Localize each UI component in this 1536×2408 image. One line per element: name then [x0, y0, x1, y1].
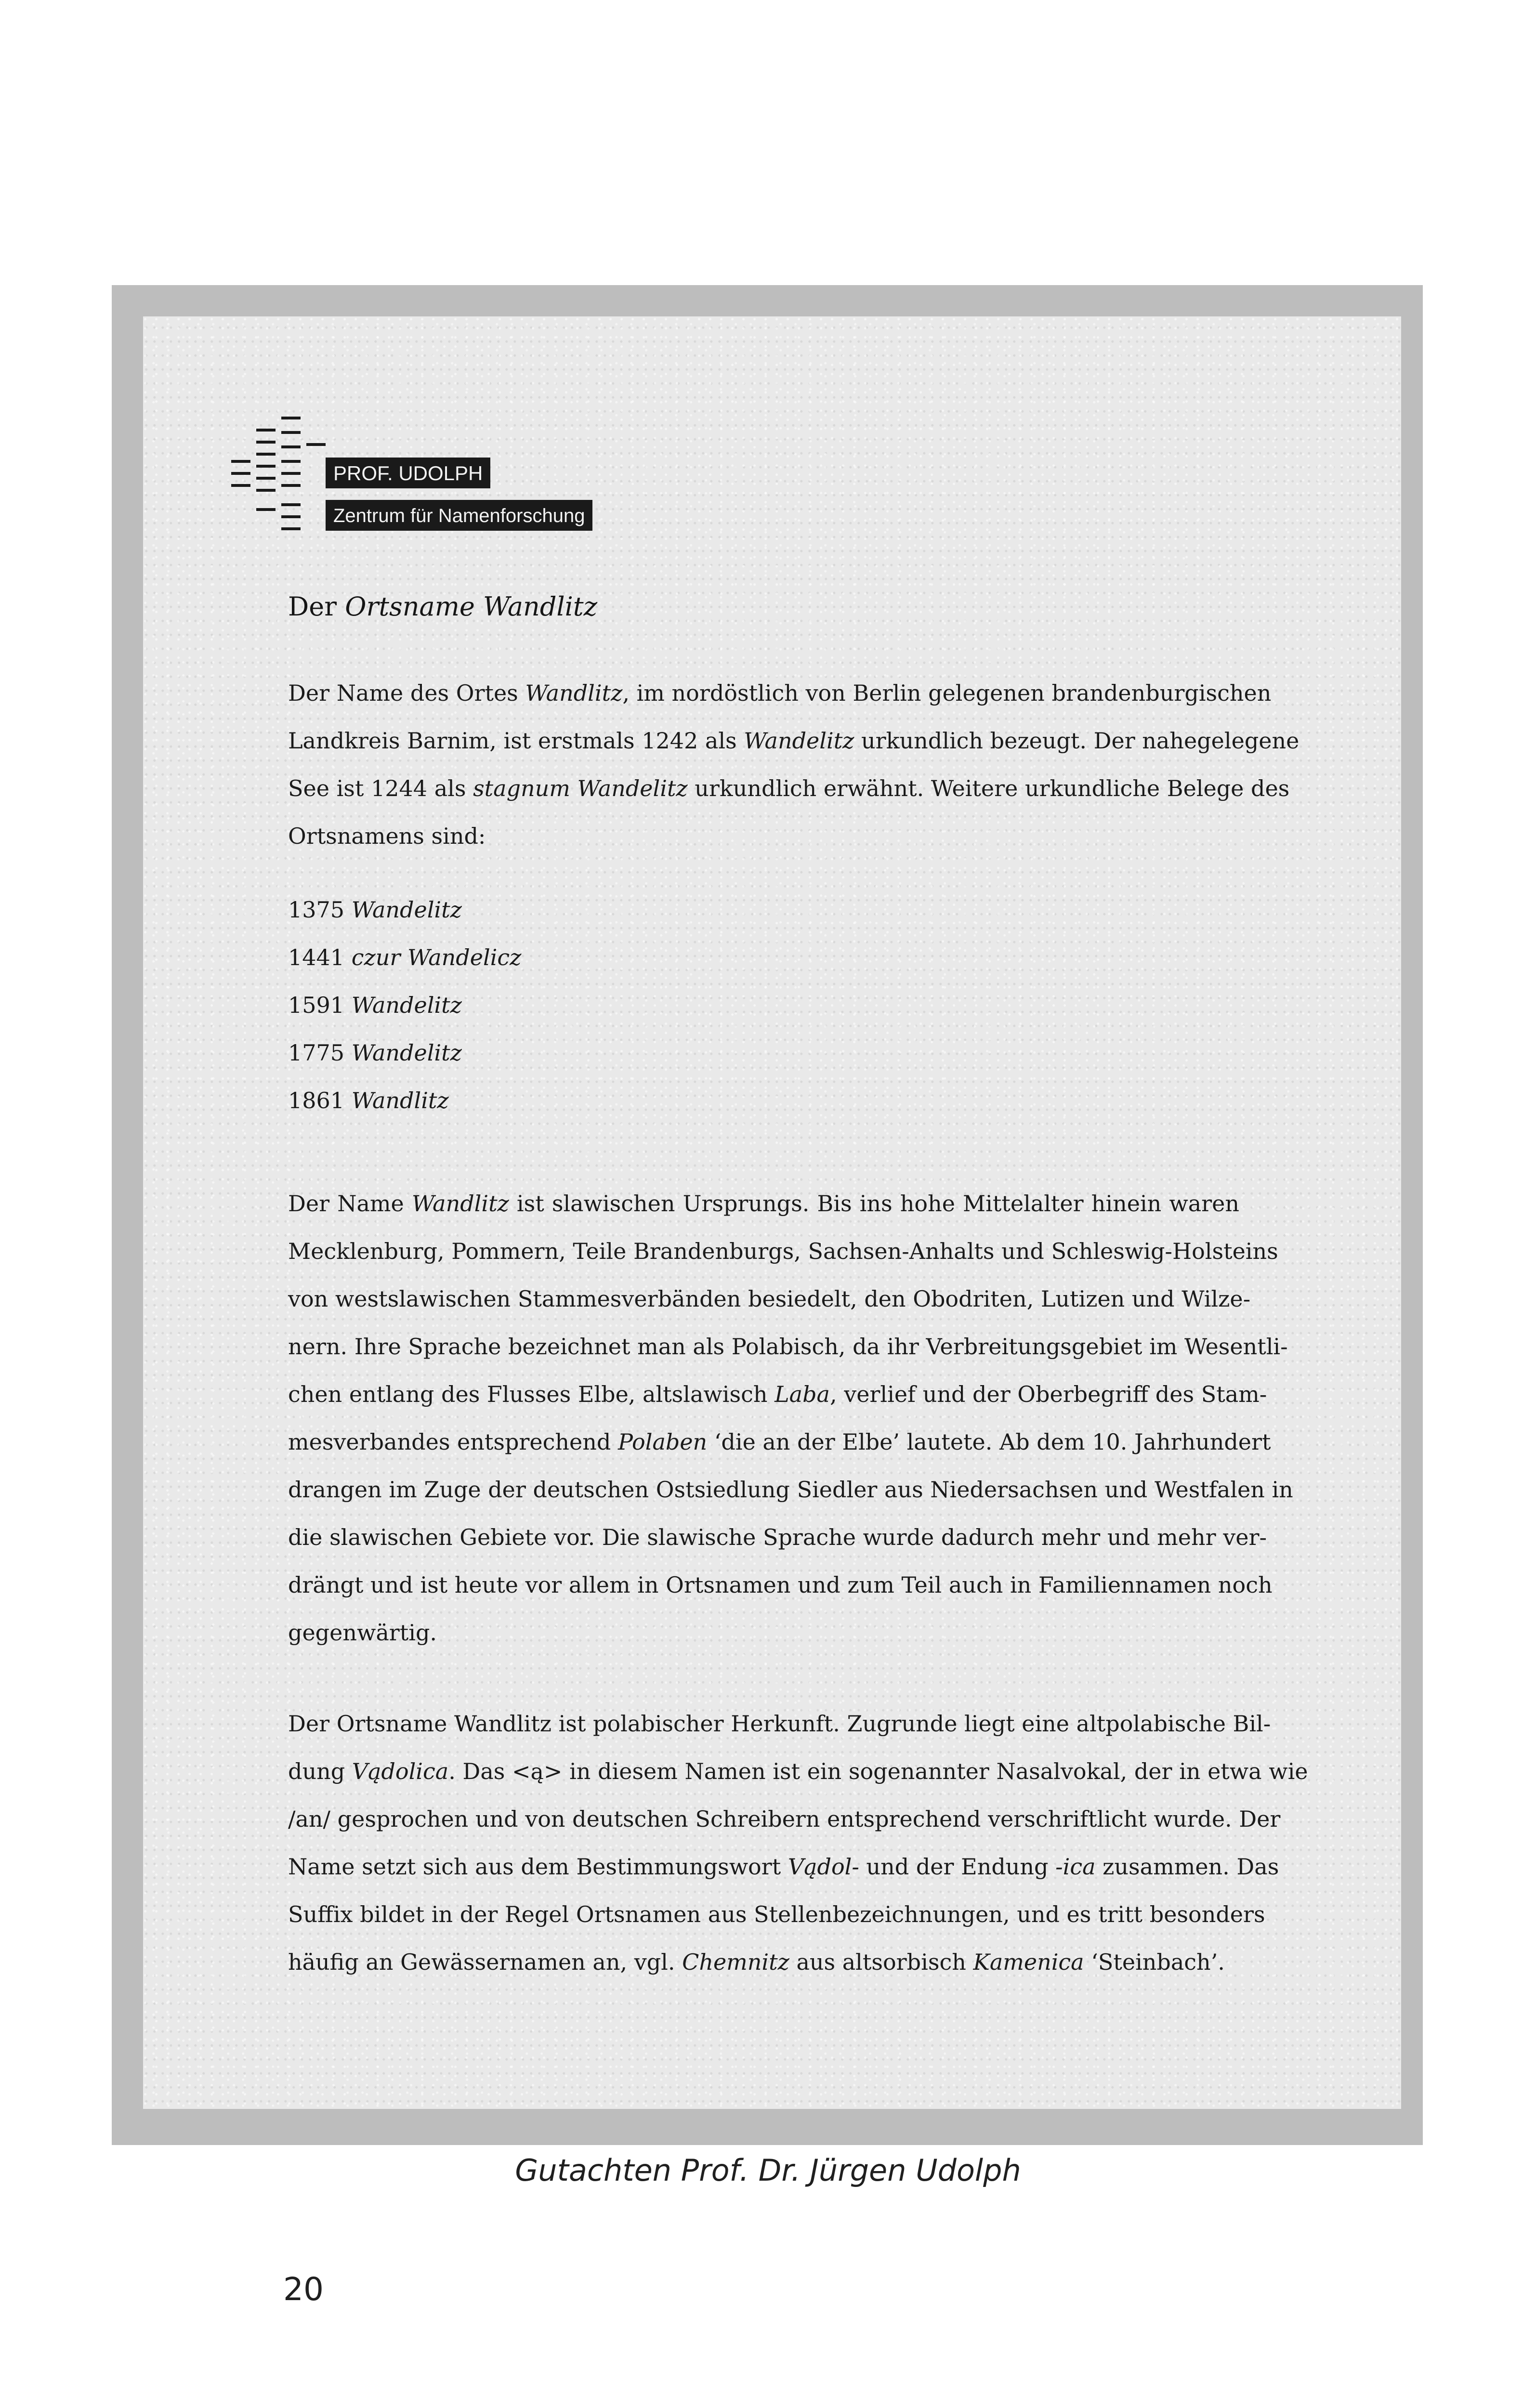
record-year: 1441: [288, 944, 345, 970]
record-form: czur Wandelicz: [351, 944, 522, 970]
title-name: Ortsname Wandlitz: [345, 591, 598, 622]
logo-name: PROF. UDOLPH: [326, 458, 490, 488]
record-row: [288, 1077, 521, 1125]
text-line: gegenwärtig.: [288, 1620, 437, 1646]
record-row: [288, 1029, 521, 1077]
text-line: die slawischen Gebiete vor. Die slawische Sprache wurde dadurch mehr und mehr ver-: [288, 1524, 1267, 1550]
record-year: 1775: [288, 1040, 345, 1066]
record-form: Wandlitz: [351, 1087, 449, 1113]
text-line: dung Vądolica. Das <ą> in diesem Namen ist ein sogenannter Nasalvokal, der in etwa wie: [288, 1758, 1308, 1784]
record-year: 1591: [288, 992, 345, 1018]
paragraph-origin-records: [288, 669, 1300, 860]
record-form: Wandelitz: [351, 992, 462, 1018]
text-line: chen entlang des Flusses Elbe, altslawisch Laba, verlief und der Oberbegriff des Stam-: [288, 1381, 1267, 1407]
record-row: [288, 934, 521, 982]
text-line: Landkreis Barnim, ist erstmals 1242 als Wandelitz urkundlich bezeugt. Der nahegelegene: [288, 728, 1300, 754]
paragraph-polabian-etymology: [288, 1700, 1308, 1986]
text-line: von westslawischen Stammesverbänden besiedelt, den Obodriten, Lutizen und Wilze-: [288, 1286, 1251, 1312]
record-form: Wandelitz: [351, 1040, 462, 1066]
text-line: häufig an Gewässernamen an, vgl. Chemnitz aus altsorbisch Kamenica ‘Steinbach’.: [288, 1949, 1225, 1975]
historical-records-list: [288, 886, 521, 1125]
text-line: Der Name des Ortes Wandlitz, im nordöstlich von Berlin gelegenen brandenburgischen: [288, 680, 1272, 706]
page-caption: Gutachten Prof. Dr. Jürgen Udolph: [515, 2153, 1021, 2188]
text-line: Mecklenburg, Pommern, Teile Brandenburgs, Sachsen-Anhalts und Schleswig-Holsteins: [288, 1238, 1278, 1264]
record-year: 1861: [288, 1087, 345, 1113]
text-line: Ortsnamens sind:: [288, 823, 486, 849]
page-number: 20: [283, 2271, 324, 2308]
paragraph-slavic-origin: [288, 1180, 1293, 1657]
record-row: [288, 886, 521, 934]
title-prefix: Der: [288, 591, 337, 622]
text-line: drangen im Zuge der deutschen Ostsiedlung Siedler aus Niedersachsen und Westfalen in: [288, 1477, 1293, 1503]
text-line: mesverbandes entsprechend Polaben ‘die an der Elbe’ lautete. Ab dem 10. Jahrhundert: [288, 1429, 1271, 1455]
logo-subtitle: Zentrum für Namenforschung: [326, 500, 592, 531]
text-line: Der Name Wandlitz ist slawischen Ursprungs. Bis ins hohe Mittelalter hinein waren: [288, 1191, 1240, 1217]
udolph-logo: [231, 409, 636, 544]
text-line: Name setzt sich aus dem Bestimmungswort Vądol- und der Endung -ica zusammen. Das: [288, 1854, 1279, 1880]
logo-bars-icon: [231, 409, 328, 544]
record-row: [288, 982, 521, 1029]
text-line: Suffix bildet in der Regel Ortsnamen aus Stellenbezeichnungen, und es tritt besonders: [288, 1901, 1265, 1927]
text-line: See ist 1244 als stagnum Wandelitz urkundlich erwähnt. Weitere urkundliche Belege des: [288, 775, 1290, 801]
text-line: nern. Ihre Sprache bezeichnet man als Polabisch, da ihr Verbreitungsgebiet im Wesentli-: [288, 1334, 1288, 1360]
text-line: Der Ortsname Wandlitz ist polabischer Herkunft. Zugrunde liegt eine altpolabische Bil-: [288, 1711, 1271, 1737]
text-line: /an/ gesprochen und von deutschen Schreibern entsprechend verschriftlicht wurde. Der: [288, 1806, 1281, 1832]
record-year: 1375: [288, 897, 345, 923]
record-form: Wandelitz: [351, 897, 462, 923]
document-title: [288, 591, 597, 622]
text-line: drängt und ist heute vor allem in Ortsnamen und zum Teil auch in Familiennamen noch: [288, 1572, 1273, 1598]
